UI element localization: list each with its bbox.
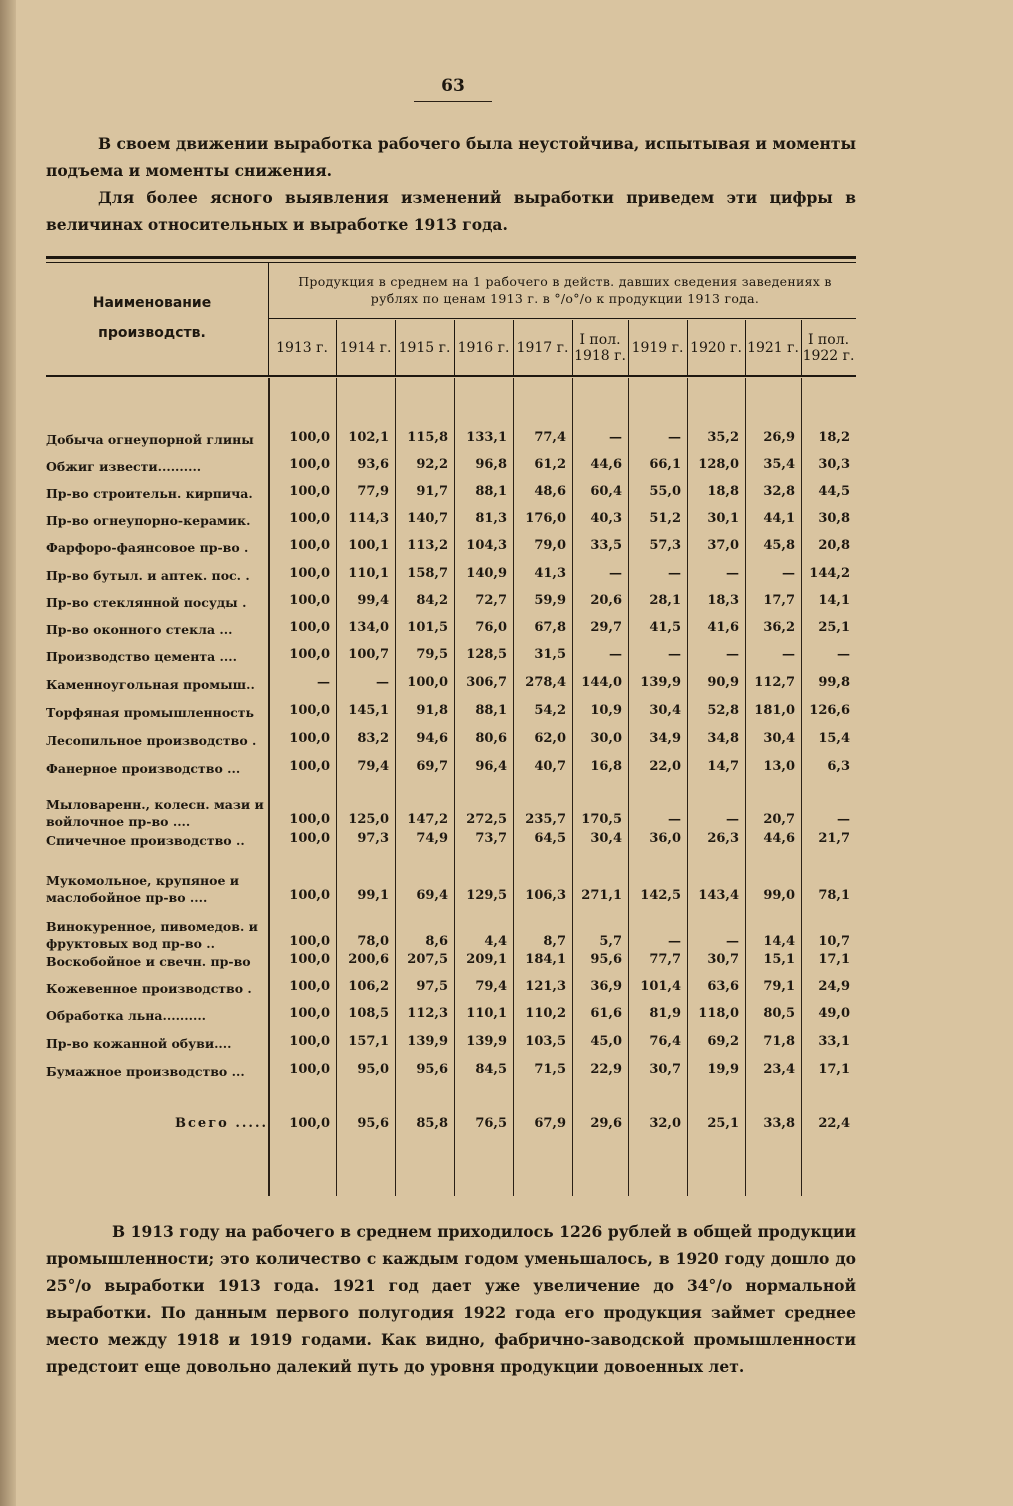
- table-cell: 41,6: [707, 620, 739, 635]
- row-label: Пр-во стеклянной посуды .: [46, 595, 247, 610]
- table-cell: 20,8: [818, 538, 850, 553]
- table-cell: 30,1: [707, 511, 739, 526]
- year-header-divider: [513, 320, 514, 376]
- table-cell: 16,8: [590, 759, 622, 774]
- table-cell: 100,0: [289, 511, 330, 526]
- row-label: Торфяная промышленность: [46, 705, 255, 720]
- table-cell: 103,5: [525, 1034, 566, 1049]
- table-cell: 76,0: [475, 620, 507, 635]
- row-label: Пр-во строительн. кирпича.: [46, 486, 253, 501]
- table-cell: 97,3: [357, 831, 389, 846]
- table-cell: 100,0: [289, 484, 330, 499]
- table-cell: 200,6: [348, 952, 389, 967]
- table-cell: 110,1: [466, 1006, 507, 1021]
- table-cell: 128,0: [698, 457, 739, 472]
- table-cell: 100,0: [289, 620, 330, 635]
- table-cell: 100,0: [289, 1062, 330, 1077]
- table-cell: 209,1: [466, 952, 507, 967]
- table-cell: 140,9: [466, 566, 507, 581]
- row-label: Пр-во бутыл. и аптек. пос. .: [46, 568, 250, 583]
- table-cell: 34,9: [649, 731, 681, 746]
- table-cell: 69,2: [707, 1034, 739, 1049]
- table-cell: 207,5: [407, 952, 448, 967]
- table-cell: —: [726, 934, 739, 949]
- table-cell: 18,2: [818, 430, 850, 445]
- table-cell: 235,7: [525, 812, 566, 827]
- table-cell: 77,9: [357, 484, 389, 499]
- table-cell: 23,4: [763, 1062, 795, 1077]
- table-cell: 10,9: [590, 703, 622, 718]
- table-cell: 30,0: [590, 731, 622, 746]
- table-cell: 94,6: [416, 731, 448, 746]
- table-cell: 31,5: [534, 647, 566, 662]
- row-label: Мыловаренн., колесн. мази и войлочное пр-во ....: [46, 797, 264, 829]
- table-cell: 13,0: [763, 759, 795, 774]
- table-cell: 64,5: [534, 831, 566, 846]
- total-row-label: Всего .....: [175, 1116, 268, 1131]
- row-label: Добыча огнеупорной глины: [46, 432, 254, 447]
- table-cell: 90,9: [707, 675, 739, 690]
- table-cell: —: [726, 566, 739, 581]
- table-cell: 99,1: [357, 888, 389, 903]
- table-cell: 129,5: [466, 888, 507, 903]
- table-cell: 67,8: [534, 620, 566, 635]
- table-cell: 115,8: [407, 430, 448, 445]
- total-cell: 32,0: [649, 1116, 681, 1131]
- table-cell: 33,5: [590, 538, 622, 553]
- table-cell: 71,5: [534, 1062, 566, 1077]
- table-cell: 63,6: [707, 979, 739, 994]
- table-cell: 92,2: [416, 457, 448, 472]
- group-header-rule: [268, 318, 856, 319]
- table-cell: 14,4: [763, 934, 795, 949]
- table-cell: 100,1: [348, 538, 389, 553]
- table-cell: 104,3: [466, 538, 507, 553]
- year-header-divider: [572, 320, 573, 376]
- table-cell: 133,1: [466, 430, 507, 445]
- table-top-rule-thin: [46, 262, 856, 263]
- table-cell: 19,9: [707, 1062, 739, 1077]
- table-cell: 26,3: [707, 831, 739, 846]
- total-cell: 33,8: [763, 1116, 795, 1131]
- table-cell: —: [668, 430, 681, 445]
- table-cell: 88,1: [475, 703, 507, 718]
- table-cell: 49,0: [818, 1006, 850, 1021]
- total-cell: 85,8: [416, 1116, 448, 1131]
- table-cell: 10,7: [818, 934, 850, 949]
- table-cell: 93,6: [357, 457, 389, 472]
- year-header: I пол. 1922 г.: [802, 332, 855, 364]
- table-cell: 44,5: [818, 484, 850, 499]
- table-cell: 100,7: [348, 647, 389, 662]
- table-cell: 157,1: [348, 1034, 389, 1049]
- table-cell: 139,9: [466, 1034, 507, 1049]
- table-cell: 96,8: [475, 457, 507, 472]
- table-cell: 114,3: [348, 511, 389, 526]
- table-cell: 40,7: [534, 759, 566, 774]
- table-cell: 81,3: [475, 511, 507, 526]
- table-cell: —: [726, 812, 739, 827]
- table-cell: 278,4: [525, 675, 566, 690]
- total-cell: 29,6: [590, 1116, 622, 1131]
- year-header: 1915 г.: [398, 340, 451, 356]
- table-cell: 143,4: [698, 888, 739, 903]
- table-cell: 144,2: [809, 566, 850, 581]
- table-cell: 6,3: [827, 759, 850, 774]
- table-cell: 140,7: [407, 511, 448, 526]
- table-cell: 112,7: [754, 675, 795, 690]
- table-cell: 110,2: [525, 1006, 566, 1021]
- table-cell: 144,0: [581, 675, 622, 690]
- table-cell: 15,1: [763, 952, 795, 967]
- row-label: Обработка льна..........: [46, 1008, 207, 1023]
- total-cell: 22,4: [818, 1116, 850, 1131]
- table-cell: 35,4: [763, 457, 795, 472]
- table-cell: 100,0: [289, 831, 330, 846]
- table-cell: 28,1: [649, 593, 681, 608]
- year-header-divider: [454, 320, 455, 376]
- table-cell: 14,7: [707, 759, 739, 774]
- row-label: Обжиг извести..........: [46, 459, 202, 474]
- table-cell: 41,5: [649, 620, 681, 635]
- table-cell: 91,7: [416, 484, 448, 499]
- table-cell: 95,6: [590, 952, 622, 967]
- table-cell: 4,4: [484, 934, 507, 949]
- year-header: 1914 г.: [339, 340, 392, 356]
- table-cell: 37,0: [707, 538, 739, 553]
- closing-paragraph: В 1913 году на рабочего в среднем приходилось 1226 рублей в общей продукции промышленности; это количество с каждым годом уменьшалось, в 1920 году дошло до 25°/о выработки 1913 года. 1921 год дает уже увеличение до 34°/о нормальной выработки. По данным первого полугодия 1922 года его продукция займет среднее место между 1918 и 1919 годами. Как видно, фабрично-заводской промышленности предстоит еще довольно далекий путь до уровня продукции довоенных лет.: [46, 1222, 856, 1376]
- table-cell: 30,3: [818, 457, 850, 472]
- table-cell: 18,8: [707, 484, 739, 499]
- table-cell: 108,5: [348, 1006, 389, 1021]
- table-cell: 8,7: [543, 934, 566, 949]
- row-label: Фанерное производство ...: [46, 761, 241, 776]
- table-cell: 158,7: [407, 566, 448, 581]
- table-cell: —: [726, 647, 739, 662]
- table-cell: 44,6: [590, 457, 622, 472]
- table-cell: 60,4: [590, 484, 622, 499]
- table-cell: 125,0: [348, 812, 389, 827]
- row-label: Фарфоро-фаянсовое пр-во .: [46, 540, 249, 555]
- table-cell: 99,0: [763, 888, 795, 903]
- table-cell: 100,0: [289, 979, 330, 994]
- column-line: [268, 378, 270, 1196]
- table-cell: 17,7: [763, 593, 795, 608]
- row-label: Винокуренное, пивомедов. и фруктовых вод пр-во ..: [46, 919, 258, 951]
- production-name-header: Наименование производств.: [92, 295, 212, 341]
- table-cell: 8,6: [425, 934, 448, 949]
- table-cell: 145,1: [348, 703, 389, 718]
- year-header: 1921 г.: [747, 340, 799, 356]
- table-cell: 121,3: [525, 979, 566, 994]
- table-cell: —: [782, 566, 795, 581]
- table-cell: 100,0: [289, 647, 330, 662]
- table-cell: 55,0: [649, 484, 681, 499]
- year-header: 1913 г.: [276, 340, 328, 356]
- table-cell: 41,3: [534, 566, 566, 581]
- table-cell: 51,2: [649, 511, 681, 526]
- table-cell: 26,9: [763, 430, 795, 445]
- row-label: Каменноугольная промыш..: [46, 677, 255, 692]
- table-cell: 25,1: [818, 620, 850, 635]
- table-cell: 36,2: [763, 620, 795, 635]
- table-cell: 40,3: [590, 511, 622, 526]
- table-cell: 100,0: [289, 593, 330, 608]
- table-cell: 100,0: [289, 430, 330, 445]
- table-cell: 71,8: [763, 1034, 795, 1049]
- table-cell: 79,4: [475, 979, 507, 994]
- table-cell: 100,0: [289, 934, 330, 949]
- year-header-divider: [336, 320, 337, 376]
- table-cell: 36,0: [649, 831, 681, 846]
- table-cell: 176,0: [525, 511, 566, 526]
- table-cell: 79,1: [763, 979, 795, 994]
- table-cell: 77,7: [649, 952, 681, 967]
- table-cell: 24,9: [818, 979, 850, 994]
- table-cell: —: [609, 566, 622, 581]
- row-label: Производство цемента ....: [46, 649, 237, 664]
- table-cell: 72,7: [475, 593, 507, 608]
- table-cell: —: [837, 647, 850, 662]
- table-cell: —: [837, 812, 850, 827]
- row-label: Мукомольное, крупяное и маслобойное пр-во ....: [46, 873, 240, 905]
- year-header-divider: [801, 320, 802, 376]
- table-top-rule: [46, 256, 856, 259]
- table-cell: 106,2: [348, 979, 389, 994]
- table-cell: —: [376, 675, 389, 690]
- group-header: Продукция в среднем на 1 рабочего в действ. давших сведения заведениях в рублях по ценам 1913 г. в °/о°/о к продукции 1913 года.: [298, 274, 832, 306]
- table-cell: 77,4: [534, 430, 566, 445]
- table-cell: 170,5: [581, 812, 622, 827]
- table-cell: 97,5: [416, 979, 448, 994]
- table-cell: 113,2: [407, 538, 448, 553]
- table-cell: 73,7: [475, 831, 507, 846]
- table-cell: 78,0: [357, 934, 389, 949]
- year-header-divider: [395, 320, 396, 376]
- table-cell: 100,0: [289, 457, 330, 472]
- table-cell: 17,1: [818, 1062, 850, 1077]
- table-cell: 33,1: [818, 1034, 850, 1049]
- table-cell: 57,3: [649, 538, 681, 553]
- table-cell: 139,9: [640, 675, 681, 690]
- year-header: 1920 г.: [690, 340, 742, 356]
- table-cell: 142,5: [640, 888, 681, 903]
- table-cell: 59,9: [534, 593, 566, 608]
- table-cell: 181,0: [754, 703, 795, 718]
- table-cell: 14,1: [818, 593, 850, 608]
- table-cell: 101,4: [640, 979, 681, 994]
- table-cell: 17,1: [818, 952, 850, 967]
- table-cell: 100,0: [289, 703, 330, 718]
- total-cell: 76,5: [475, 1116, 507, 1131]
- year-header-divider: [628, 320, 629, 376]
- table-cell: 18,3: [707, 593, 739, 608]
- table-cell: 100,0: [407, 675, 448, 690]
- row-label: Пр-во кожанной обуви....: [46, 1036, 232, 1051]
- table-cell: 20,6: [590, 593, 622, 608]
- table-cell: 78,1: [818, 888, 850, 903]
- row-label: Кожевенное производство .: [46, 981, 252, 996]
- row-label: Лесопильное производство .: [46, 733, 257, 748]
- table-cell: 83,2: [357, 731, 389, 746]
- table-cell: 74,9: [416, 831, 448, 846]
- table-cell: 100,0: [289, 812, 330, 827]
- page-edge: [0, 0, 16, 1506]
- table-cell: 100,0: [289, 731, 330, 746]
- row-label: Спичечное производство ..: [46, 833, 245, 848]
- table-cell: 32,8: [763, 484, 795, 499]
- table-cell: 110,1: [348, 566, 389, 581]
- year-header: 1919 г.: [631, 340, 684, 356]
- table-cell: 100,0: [289, 1006, 330, 1021]
- table-cell: 118,0: [698, 1006, 739, 1021]
- table-cell: 61,2: [534, 457, 566, 472]
- table-cell: 100,0: [289, 1034, 330, 1049]
- table-cell: 80,6: [475, 731, 507, 746]
- table-cell: 69,7: [416, 759, 448, 774]
- table-cell: 21,7: [818, 831, 850, 846]
- table-cell: 69,4: [416, 888, 448, 903]
- table-cell: —: [317, 675, 330, 690]
- table-cell: 62,0: [534, 731, 566, 746]
- table-cell: —: [668, 934, 681, 949]
- table-cell: 79,5: [416, 647, 448, 662]
- table-cell: 102,1: [348, 430, 389, 445]
- intro-paragraph-2: Для более ясного выявления изменений выработки приведем эти цифры в величинах относительных и выработке 1913 года.: [46, 188, 856, 234]
- table-cell: 61,6: [590, 1006, 622, 1021]
- table-cell: 45,0: [590, 1034, 622, 1049]
- table-cell: 45,8: [763, 538, 795, 553]
- table-cell: 76,4: [649, 1034, 681, 1049]
- table-cell: 22,0: [649, 759, 681, 774]
- table-cell: —: [668, 812, 681, 827]
- table-cell: 134,0: [348, 620, 389, 635]
- table-cell: 34,8: [707, 731, 739, 746]
- year-header-divider: [745, 320, 746, 376]
- table-cell: 101,5: [407, 620, 448, 635]
- table-cell: 84,2: [416, 593, 448, 608]
- row-label: Воскобойное и свечн. пр-во: [46, 954, 251, 969]
- table-cell: 306,7: [466, 675, 507, 690]
- table-cell: 88,1: [475, 484, 507, 499]
- table-cell: 30,4: [590, 831, 622, 846]
- table-cell: 126,6: [809, 703, 850, 718]
- table-cell: 95,0: [357, 1062, 389, 1077]
- table-cell: 100,0: [289, 538, 330, 553]
- table-cell: 100,0: [289, 888, 330, 903]
- table-cell: 54,2: [534, 703, 566, 718]
- year-header-divider: [687, 320, 688, 376]
- total-cell: 25,1: [707, 1116, 739, 1131]
- table-cell: 128,5: [466, 647, 507, 662]
- page-number: 63: [441, 76, 465, 96]
- table-cell: 30,7: [707, 952, 739, 967]
- table-cell: 96,4: [475, 759, 507, 774]
- table-cell: 84,5: [475, 1062, 507, 1077]
- table-cell: 106,3: [525, 888, 566, 903]
- table-cell: 100,0: [289, 759, 330, 774]
- table-cell: 22,9: [590, 1062, 622, 1077]
- table-cell: 95,6: [416, 1062, 448, 1077]
- total-cell: 95,6: [357, 1116, 389, 1131]
- total-cell: 67,9: [534, 1116, 566, 1131]
- table-cell: 20,7: [763, 812, 795, 827]
- table-cell: 52,8: [707, 703, 739, 718]
- table-cell: 91,8: [416, 703, 448, 718]
- table-cell: 79,0: [534, 538, 566, 553]
- table-cell: 272,5: [466, 812, 507, 827]
- table-cell: 271,1: [581, 888, 622, 903]
- table-cell: —: [782, 647, 795, 662]
- table-cell: 79,4: [357, 759, 389, 774]
- table-cell: 99,8: [818, 675, 850, 690]
- table-cell: 29,7: [590, 620, 622, 635]
- table-cell: 5,7: [599, 934, 622, 949]
- row-label: Пр-во оконного стекла ...: [46, 622, 233, 637]
- table-cell: 36,9: [590, 979, 622, 994]
- table-cell: —: [668, 566, 681, 581]
- table-cell: 30,4: [649, 703, 681, 718]
- table-cell: 30,7: [649, 1062, 681, 1077]
- table-cell: —: [609, 430, 622, 445]
- total-cell: 100,0: [289, 1116, 330, 1131]
- table-cell: 30,4: [763, 731, 795, 746]
- table-cell: 15,4: [818, 731, 850, 746]
- table-cell: 48,6: [534, 484, 566, 499]
- table-cell: 44,6: [763, 831, 795, 846]
- table-cell: 44,1: [763, 511, 795, 526]
- table-cell: 66,1: [649, 457, 681, 472]
- table-cell: 184,1: [525, 952, 566, 967]
- table-cell: 80,5: [763, 1006, 795, 1021]
- intro-paragraph-1: В своем движении выработка рабочего была неустойчива, испытывая и моменты подъема и моменты снижения.: [46, 134, 856, 180]
- table-cell: 30,8: [818, 511, 850, 526]
- page-number-rule: [414, 101, 492, 102]
- table-cell: 99,4: [357, 593, 389, 608]
- table-cell: 100,0: [289, 566, 330, 581]
- row-label: Пр-во огнеупорно-керамик.: [46, 513, 251, 528]
- table-cell: 35,2: [707, 430, 739, 445]
- table-cell: —: [609, 647, 622, 662]
- table-cell: 147,2: [407, 812, 448, 827]
- table-cell: 81,9: [649, 1006, 681, 1021]
- year-header: 1917 г.: [516, 340, 569, 356]
- table-cell: 139,9: [407, 1034, 448, 1049]
- row-label: Бумажное производство ...: [46, 1064, 245, 1079]
- year-header: 1916 г.: [457, 340, 510, 356]
- table-cell: 112,3: [407, 1006, 448, 1021]
- table-cell: 100,0: [289, 952, 330, 967]
- table-cell: —: [668, 647, 681, 662]
- year-header: I пол. 1918 г.: [574, 332, 626, 364]
